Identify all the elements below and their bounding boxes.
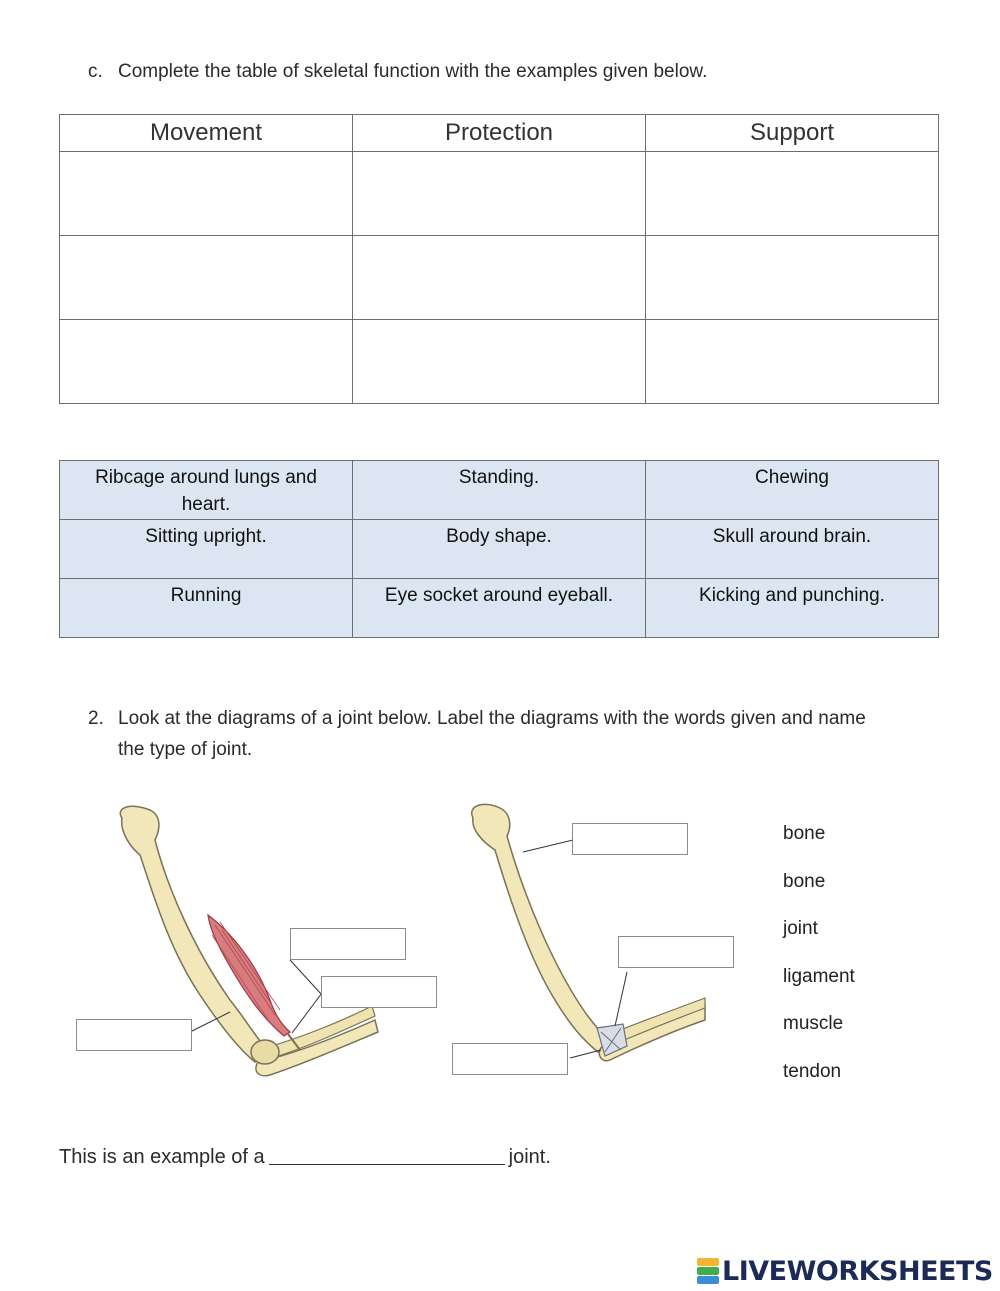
answer-cell[interactable] [353,236,646,320]
example-item[interactable]: Skull around brain. [646,520,939,579]
logo-text: LIVEWORKSHEETS [722,1255,993,1287]
label-box[interactable] [321,976,437,1008]
word-bank-item[interactable]: tendon [783,1061,842,1082]
word-bank-item[interactable]: muscle [783,1013,844,1034]
logo-mark-icon [697,1258,719,1284]
answer-table [59,114,939,404]
answer-cell[interactable] [60,236,353,320]
example-item[interactable]: Ribcage around lungs and heart. [60,461,353,520]
header-movement: Movement [60,115,353,152]
header-support: Support [646,115,939,152]
question-c-number: c. [88,61,103,82]
question-2-number: 2. [88,708,104,729]
joint-type-sentence [59,1146,551,1169]
examples-table [59,460,939,638]
examples-row [60,461,939,520]
example-item[interactable]: Running [60,579,353,638]
example-item[interactable]: Eye socket around eyeball. [353,579,646,638]
question-c [88,61,707,83]
example-item[interactable]: Sitting upright. [60,520,353,579]
header-protection: Protection [353,115,646,152]
sentence-end: joint. [508,1146,551,1168]
examples-row [60,579,939,638]
answer-table-row [60,152,939,236]
liveworksheets-logo [697,1255,993,1287]
answer-cell[interactable] [60,152,353,236]
word-bank-item[interactable]: bone [783,823,826,844]
label-box[interactable] [76,1019,192,1051]
question-c-text: Complete the table of skeletal function with the examples given below. [118,61,708,82]
answer-table-row [60,320,939,404]
label-box[interactable] [452,1043,568,1075]
word-bank-item[interactable]: bone [783,871,826,892]
joint-type-blank[interactable] [269,1146,505,1165]
answer-table-header-row [60,115,939,152]
example-item[interactable]: Chewing [646,461,939,520]
example-item[interactable]: Standing. [353,461,646,520]
answer-cell[interactable] [646,320,939,404]
answer-cell[interactable] [353,152,646,236]
elbow-joint [251,1040,279,1064]
answer-cell[interactable] [353,320,646,404]
examples-row [60,520,939,579]
question-2-line-1 [88,708,866,730]
word-bank-item[interactable]: joint [783,918,818,939]
word-bank-item[interactable]: ligament [783,966,855,987]
answer-table-row [60,236,939,320]
answer-cell[interactable] [646,236,939,320]
example-item[interactable]: Kicking and punching. [646,579,939,638]
answer-cell[interactable] [60,320,353,404]
question-2-line-2: the type of joint. [118,739,253,760]
label-box[interactable] [572,823,688,855]
label-box[interactable] [618,936,734,968]
sentence-start: This is an example of a [59,1146,265,1168]
example-item[interactable]: Body shape. [353,520,646,579]
label-box[interactable] [290,928,406,960]
answer-cell[interactable] [646,152,939,236]
question-2-text: Look at the diagrams of a joint below. Label the diagrams with the words given and name [118,708,866,729]
